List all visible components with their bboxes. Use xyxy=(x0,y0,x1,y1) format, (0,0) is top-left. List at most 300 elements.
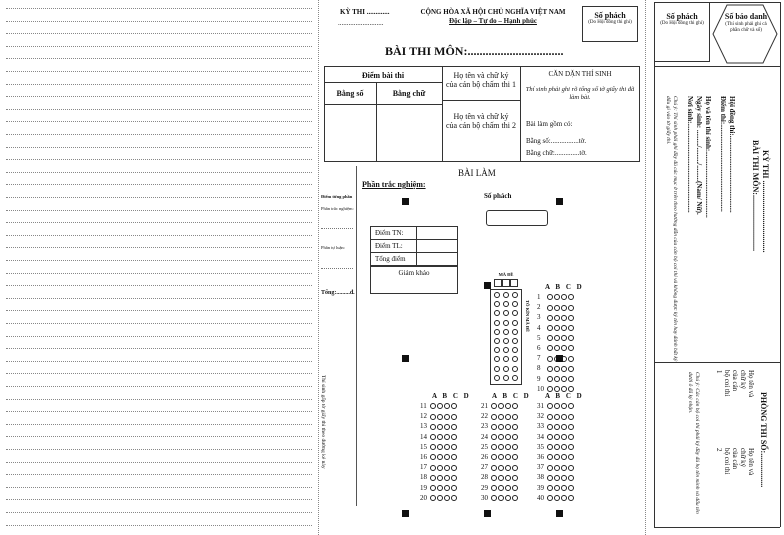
question-number: 14 xyxy=(420,432,427,441)
exam-title: BÀI THI MÔN:................................ xyxy=(385,44,564,58)
answer-bubble[interactable] xyxy=(444,434,450,440)
answer-bubble[interactable] xyxy=(444,414,450,420)
answer-bubble[interactable] xyxy=(512,434,518,440)
ruled-line xyxy=(6,499,312,500)
bang-chu-to: Bằng chữ:..............tờ. xyxy=(526,149,587,157)
answer-bubble[interactable] xyxy=(568,345,574,351)
answer-bubble[interactable] xyxy=(547,475,553,481)
answer-bubble[interactable] xyxy=(491,424,497,430)
question-number: 26 xyxy=(481,453,488,461)
stub-chu-y-2: Chú ý: Các cán bộ coi thi phải ký đầy đủ họ tên mình và dấu tên dưới ô đã ký nhận. xyxy=(687,372,700,514)
answer-bubble[interactable] xyxy=(437,414,443,420)
answer-bubble[interactable] xyxy=(561,345,567,351)
answer-bubble[interactable] xyxy=(498,403,504,409)
answer-bubble[interactable] xyxy=(505,424,511,430)
answer-bubble[interactable] xyxy=(547,325,553,331)
answer-bubble[interactable] xyxy=(547,366,553,372)
ruled-line xyxy=(6,222,312,223)
answer-bubble[interactable] xyxy=(561,294,567,300)
diem-bai-thi: Điểm bài thi xyxy=(361,71,405,80)
ma-de-bubble[interactable] xyxy=(512,320,518,326)
answer-bubble[interactable] xyxy=(437,465,443,471)
answer-bubble[interactable] xyxy=(512,454,518,460)
stub-chu-y-1: Chú ý: Thí sinh phải ghi đầy đủ các mục ở trên theo hướng dẫn của cán bộ coi thi và không được ký tên hay đánh bất kỳ dấu gì vào tờ giấy thi. xyxy=(665,96,678,362)
answer-bubble[interactable] xyxy=(505,414,511,420)
answer-bubble[interactable] xyxy=(444,454,450,460)
answer-bubble[interactable] xyxy=(437,424,443,430)
answer-bubble[interactable] xyxy=(554,465,560,471)
answer-row xyxy=(420,493,458,503)
margin-phan-tu-luan: Phần tự luận: xyxy=(321,245,345,250)
answer-bubble[interactable] xyxy=(430,465,436,471)
answer-bubble[interactable] xyxy=(561,475,567,481)
answer-row xyxy=(481,472,519,482)
ma-de-bubble[interactable] xyxy=(503,338,509,344)
ruled-line xyxy=(6,109,312,110)
ruled-line xyxy=(6,134,312,135)
answer-bubble[interactable] xyxy=(554,376,560,382)
bang-chu: Bằng chữ xyxy=(392,89,426,98)
answer-row xyxy=(481,483,519,493)
stub-diem-thi[interactable]: Điểm thi:.................................................. xyxy=(719,96,727,212)
answer-row xyxy=(537,432,575,442)
answer-bubble[interactable] xyxy=(554,403,560,409)
answer-bubble[interactable] xyxy=(561,315,567,321)
answer-bubble[interactable] xyxy=(430,475,436,481)
answer-bubble[interactable] xyxy=(547,356,553,362)
answer-bubble[interactable] xyxy=(444,424,450,430)
answer-bubble[interactable] xyxy=(568,465,574,471)
can-dan-title: CĂN DẶN THÍ SINH xyxy=(548,70,612,78)
bai-lam-title: BÀI LÀM xyxy=(458,168,496,178)
margin-tong: Tổng:.........đ. xyxy=(321,290,355,296)
answer-bubble[interactable] xyxy=(451,403,457,409)
answer-bubble[interactable] xyxy=(451,424,457,430)
ruled-line xyxy=(6,273,312,274)
ma-de-bubble[interactable] xyxy=(494,338,500,344)
ruled-line xyxy=(6,285,312,286)
ruled-line xyxy=(6,348,312,349)
answer-bubble[interactable] xyxy=(547,345,553,351)
answer-bubble[interactable] xyxy=(451,454,457,460)
answer-bubble[interactable] xyxy=(430,434,436,440)
answer-bubble[interactable] xyxy=(498,444,504,450)
answer-bubble[interactable] xyxy=(561,376,567,382)
ma-de-bubble[interactable] xyxy=(503,292,509,298)
answer-bubble[interactable] xyxy=(561,305,567,311)
answer-row xyxy=(420,483,458,493)
ruled-line xyxy=(6,121,312,122)
answer-bubble[interactable] xyxy=(547,424,553,430)
ruled-line xyxy=(6,184,312,185)
abcd-header: A B C D xyxy=(492,392,531,400)
ky-thi-dots: .......................... xyxy=(338,19,384,27)
ruled-line xyxy=(6,247,312,248)
answer-bubble[interactable] xyxy=(451,485,457,491)
answer-bubble[interactable] xyxy=(554,475,560,481)
answer-row xyxy=(420,472,458,482)
answer-bubble[interactable] xyxy=(437,485,443,491)
ma-de-bubble[interactable] xyxy=(512,375,518,381)
answer-bubble[interactable] xyxy=(554,444,560,450)
ruled-line xyxy=(6,46,312,47)
answer-bubble[interactable] xyxy=(444,475,450,481)
answer-bubble[interactable] xyxy=(512,465,518,471)
republic-title: CỘNG HÒA XÃ HỘI CHỦ NGHĨA VIỆT NAM xyxy=(420,8,566,16)
answer-bubble[interactable] xyxy=(512,485,518,491)
answer-row xyxy=(481,452,519,462)
abcd-header: A B C D xyxy=(432,392,471,400)
question-number: 2 xyxy=(537,303,541,312)
answer-bubble[interactable] xyxy=(568,315,574,321)
ma-de-bubble[interactable] xyxy=(503,320,509,326)
answer-row xyxy=(420,411,458,421)
answer-bubble[interactable] xyxy=(547,444,553,450)
answer-row xyxy=(537,312,575,322)
question-number: 13 xyxy=(420,422,427,431)
bang-so: Bằng số xyxy=(336,89,364,98)
question-number: 38 xyxy=(537,473,544,482)
answer-bubble[interactable] xyxy=(568,403,574,409)
answer-bubble[interactable] xyxy=(505,454,511,460)
stub-ho-ten[interactable]: Họ và tên thí sinh:...................................... xyxy=(704,96,712,218)
ruled-line xyxy=(6,298,312,299)
answer-bubble[interactable] xyxy=(505,495,511,501)
answer-bubble[interactable] xyxy=(498,465,504,471)
stub-noi-sinh[interactable]: Nơi sinh:................................................... xyxy=(686,96,694,213)
answer-bubble[interactable] xyxy=(437,434,443,440)
stub-giam-thi-2: Họ tên và chữ ký của cán bộ coi thi 2 xyxy=(715,448,755,476)
ruled-line xyxy=(6,399,312,400)
question-number: 22 xyxy=(481,412,488,421)
question-number: 35 xyxy=(537,442,544,451)
answer-row xyxy=(537,493,575,503)
answer-bubble[interactable] xyxy=(498,424,504,430)
answer-bubble[interactable] xyxy=(430,414,436,420)
answer-bubble[interactable] xyxy=(561,434,567,440)
answer-bubble[interactable] xyxy=(451,475,457,481)
ruled-line xyxy=(6,71,312,72)
answer-bubble[interactable] xyxy=(512,495,518,501)
answer-bubble[interactable] xyxy=(491,444,497,450)
answer-bubble[interactable] xyxy=(547,403,553,409)
question-number: 23 xyxy=(481,422,488,431)
answer-bubble[interactable] xyxy=(547,305,553,311)
answer-bubble[interactable] xyxy=(568,294,574,300)
answer-bubble[interactable] xyxy=(491,485,497,491)
question-number: 15 xyxy=(420,442,427,451)
so-phach-answer: Số phách xyxy=(484,192,512,200)
answer-bubble[interactable] xyxy=(561,335,567,341)
question-number: 19 xyxy=(420,483,427,492)
answer-row xyxy=(537,401,575,411)
answer-bubble[interactable] xyxy=(547,294,553,300)
question-number: 11 xyxy=(420,402,427,410)
answer-bubble[interactable] xyxy=(451,414,457,420)
ma-de-bubble[interactable] xyxy=(512,292,518,298)
ruled-line xyxy=(6,411,312,412)
ruled-line xyxy=(6,424,312,425)
corner-marker xyxy=(484,282,491,289)
answer-bubble[interactable] xyxy=(554,424,560,430)
answer-bubble[interactable] xyxy=(451,465,457,471)
question-number: 4 xyxy=(537,323,541,332)
answer-bubble[interactable] xyxy=(498,495,504,501)
question-number: 33 xyxy=(537,422,544,431)
answer-bubble[interactable] xyxy=(568,424,574,430)
answer-bubble[interactable] xyxy=(561,485,567,491)
answer-bubble[interactable] xyxy=(568,485,574,491)
answer-bubble[interactable] xyxy=(554,454,560,460)
answer-bubble[interactable] xyxy=(561,366,567,372)
so-phach-note: (Do Hội đồng thi ghi) xyxy=(588,20,632,25)
ruled-line xyxy=(6,487,312,488)
answer-bubble[interactable] xyxy=(430,444,436,450)
stub-so-phach-title: Số phách xyxy=(666,12,698,21)
answer-bubble[interactable] xyxy=(498,485,504,491)
ma-de-bubble[interactable] xyxy=(494,366,500,372)
ruled-line xyxy=(6,21,312,22)
answer-bubble[interactable] xyxy=(568,356,574,362)
ma-de-bubble[interactable] xyxy=(494,292,500,298)
answer-bubble[interactable] xyxy=(491,454,497,460)
answer-bubble[interactable] xyxy=(437,444,443,450)
ma-de-bubble[interactable] xyxy=(503,366,509,372)
answer-bubble[interactable] xyxy=(451,495,457,501)
stub-ngay-sinh[interactable]: Ngày sinh: ........./........./.........(Nam/ Nữ). xyxy=(695,96,703,215)
ruled-line xyxy=(6,172,312,173)
question-number: 1 xyxy=(537,293,541,301)
answer-bubble[interactable] xyxy=(554,315,560,321)
answer-bubble[interactable] xyxy=(512,403,518,409)
ruled-line xyxy=(6,33,312,34)
answer-bubble[interactable] xyxy=(498,414,504,420)
answer-bubble[interactable] xyxy=(437,475,443,481)
answer-bubble[interactable] xyxy=(437,403,443,409)
examiner-1: Họ tên và chữ ký của cán bộ chấm thi 1 xyxy=(446,71,516,89)
ruled-line xyxy=(6,96,312,97)
answer-bubble[interactable] xyxy=(554,335,560,341)
corner-marker xyxy=(556,355,563,362)
answer-bubble[interactable] xyxy=(568,335,574,341)
answer-bubble[interactable] xyxy=(561,454,567,460)
answer-bubble[interactable] xyxy=(444,403,450,409)
question-number: 9 xyxy=(537,374,541,383)
answer-row xyxy=(481,411,519,421)
ma-de-bubble[interactable] xyxy=(512,338,518,344)
answer-bubble[interactable] xyxy=(547,485,553,491)
answer-bubble[interactable] xyxy=(554,294,560,300)
answer-bubble[interactable] xyxy=(547,434,553,440)
answer-bubble[interactable] xyxy=(505,403,511,409)
answer-row xyxy=(537,411,575,421)
ma-de-bubble[interactable] xyxy=(494,320,500,326)
ma-de-bubble[interactable] xyxy=(512,366,518,372)
answer-bubble[interactable] xyxy=(568,454,574,460)
answer-bubble[interactable] xyxy=(561,495,567,501)
answer-bubble[interactable] xyxy=(547,495,553,501)
question-number: 36 xyxy=(537,453,544,461)
answer-row xyxy=(481,401,519,411)
answer-row xyxy=(420,421,458,431)
answer-row xyxy=(481,421,519,431)
answer-bubble[interactable] xyxy=(568,475,574,481)
answer-bubble[interactable] xyxy=(547,315,553,321)
bai-lam-gom-co: Bài làm gồm có: xyxy=(526,120,573,128)
ma-de-bubble[interactable] xyxy=(503,329,509,335)
ruled-line xyxy=(6,8,312,9)
answer-bubble[interactable] xyxy=(451,444,457,450)
can-dan-text: Thí sinh phải ghi rõ tổng số tờ giấy thi đã làm bài. xyxy=(525,86,635,101)
question-number: 10 xyxy=(537,384,544,393)
ky-thi-label: KỲ THI ............. xyxy=(340,8,390,16)
answer-bubble[interactable] xyxy=(568,305,574,311)
answer-bubble[interactable] xyxy=(498,454,504,460)
answer-bubble[interactable] xyxy=(430,495,436,501)
answer-bubble[interactable] xyxy=(505,465,511,471)
answer-bubble[interactable] xyxy=(547,376,553,382)
answer-row xyxy=(537,421,575,431)
ruled-line xyxy=(6,449,312,450)
question-number: 16 xyxy=(420,453,427,461)
answer-bubble[interactable] xyxy=(505,475,511,481)
ma-de-cell-3 xyxy=(510,279,518,287)
answer-bubble[interactable] xyxy=(512,444,518,450)
answer-bubble[interactable] xyxy=(554,495,560,501)
answer-bubble[interactable] xyxy=(430,485,436,491)
question-number: 5 xyxy=(537,333,541,342)
ma-de-bubble[interactable] xyxy=(503,375,509,381)
answer-bubble[interactable] xyxy=(568,444,574,450)
ruled-line xyxy=(6,159,312,160)
answer-bubble[interactable] xyxy=(554,485,560,491)
ma-de-bubble[interactable] xyxy=(494,329,500,335)
ruled-line xyxy=(6,58,312,59)
question-number: 31 xyxy=(537,402,544,410)
answer-row xyxy=(420,442,458,452)
answer-row xyxy=(537,363,575,373)
bang-so-to: Bằng số:................tờ. xyxy=(526,137,587,145)
answer-bubble[interactable] xyxy=(568,434,574,440)
answer-row xyxy=(537,452,575,462)
stub-hoi-dong-thi[interactable]: Hội đồng thi:............................................ xyxy=(728,96,736,213)
ruled-line xyxy=(6,323,312,324)
answer-bubble[interactable] xyxy=(554,325,560,331)
answer-bubble[interactable] xyxy=(437,454,443,460)
corner-marker xyxy=(402,510,409,517)
abcd-header: A B C D xyxy=(545,392,584,400)
answer-bubble[interactable] xyxy=(547,454,553,460)
question-number: 32 xyxy=(537,412,544,421)
corner-marker xyxy=(402,198,409,205)
answer-row xyxy=(537,374,575,384)
answer-bubble[interactable] xyxy=(568,325,574,331)
answer-bubble[interactable] xyxy=(491,414,497,420)
answer-bubble[interactable] xyxy=(554,366,560,372)
margin-phan-trac-nghiem: Phần trắc nghiệm: xyxy=(321,206,354,211)
answer-bubble[interactable] xyxy=(512,424,518,430)
giam-khao: Giám khảo xyxy=(398,269,430,277)
answer-row xyxy=(537,483,575,493)
answer-bubble[interactable] xyxy=(554,305,560,311)
answer-bubble[interactable] xyxy=(430,454,436,460)
ma-de-label: MÃ ĐỀ xyxy=(498,272,514,277)
answer-bubble[interactable] xyxy=(491,465,497,471)
answer-bubble[interactable] xyxy=(512,475,518,481)
answer-bubble[interactable] xyxy=(491,495,497,501)
answer-bubble[interactable] xyxy=(568,414,574,420)
ma-de-bubble[interactable] xyxy=(512,329,518,335)
question-number: 18 xyxy=(420,473,427,482)
answer-bubble[interactable] xyxy=(547,335,553,341)
stub-giam-thi-1: Họ tên và chữ ký của cán bộ coi thi 1 xyxy=(715,370,755,398)
corner-marker xyxy=(484,510,491,517)
answer-bubble[interactable] xyxy=(561,325,567,331)
answer-bubble[interactable] xyxy=(451,434,457,440)
answer-bubble[interactable] xyxy=(561,414,567,420)
question-number: 39 xyxy=(537,483,544,492)
ma-de-cell-1 xyxy=(494,279,502,287)
to-kin-ma-de: TÔ KÍN MÃ ĐỀ xyxy=(525,300,530,333)
ruled-line xyxy=(6,386,312,387)
ruled-line xyxy=(6,373,312,374)
ruled-line xyxy=(6,336,312,337)
answer-bubble[interactable] xyxy=(547,414,553,420)
answer-bubble[interactable] xyxy=(561,444,567,450)
answer-bubble[interactable] xyxy=(505,485,511,491)
answer-bubble[interactable] xyxy=(568,495,574,501)
answer-bubble[interactable] xyxy=(561,403,567,409)
answer-bubble[interactable] xyxy=(430,424,436,430)
so-bao-danh-note: (Thí sinh phải ghi cả phần chữ và số) xyxy=(725,22,767,33)
ruled-line xyxy=(6,84,312,85)
answer-bubble[interactable] xyxy=(444,495,450,501)
answer-bubble[interactable] xyxy=(505,434,511,440)
so-phach-input[interactable] xyxy=(486,210,548,226)
question-number: 29 xyxy=(481,483,488,492)
answer-bubble[interactable] xyxy=(505,444,511,450)
answer-bubble[interactable] xyxy=(498,475,504,481)
question-number: 6 xyxy=(537,344,541,352)
answer-bubble[interactable] xyxy=(512,414,518,420)
answer-bubble[interactable] xyxy=(437,495,443,501)
answer-bubble[interactable] xyxy=(430,403,436,409)
answer-bubble[interactable] xyxy=(498,434,504,440)
answer-bubble[interactable] xyxy=(561,465,567,471)
question-number: 20 xyxy=(420,493,427,502)
answer-bubble[interactable] xyxy=(444,444,450,450)
answer-bubble[interactable] xyxy=(444,485,450,491)
answer-bubble[interactable] xyxy=(561,424,567,430)
stub-so-phach-box xyxy=(654,2,710,62)
answer-bubble[interactable] xyxy=(491,434,497,440)
answer-bubble[interactable] xyxy=(444,465,450,471)
answer-bubble[interactable] xyxy=(554,434,560,440)
question-number: 24 xyxy=(481,432,488,441)
answer-bubble[interactable] xyxy=(568,376,574,382)
ma-de-bubble[interactable] xyxy=(494,375,500,381)
question-number: 40 xyxy=(537,493,544,502)
ruled-line xyxy=(6,512,312,513)
answer-bubble[interactable] xyxy=(568,366,574,372)
answer-bubble[interactable] xyxy=(491,403,497,409)
answer-bubble[interactable] xyxy=(554,414,560,420)
ruled-line xyxy=(6,436,312,437)
answer-bubble[interactable] xyxy=(547,465,553,471)
answer-bubble[interactable] xyxy=(491,475,497,481)
diem-tl: Điểm TL: xyxy=(375,242,403,250)
answer-bubble[interactable] xyxy=(554,345,560,351)
